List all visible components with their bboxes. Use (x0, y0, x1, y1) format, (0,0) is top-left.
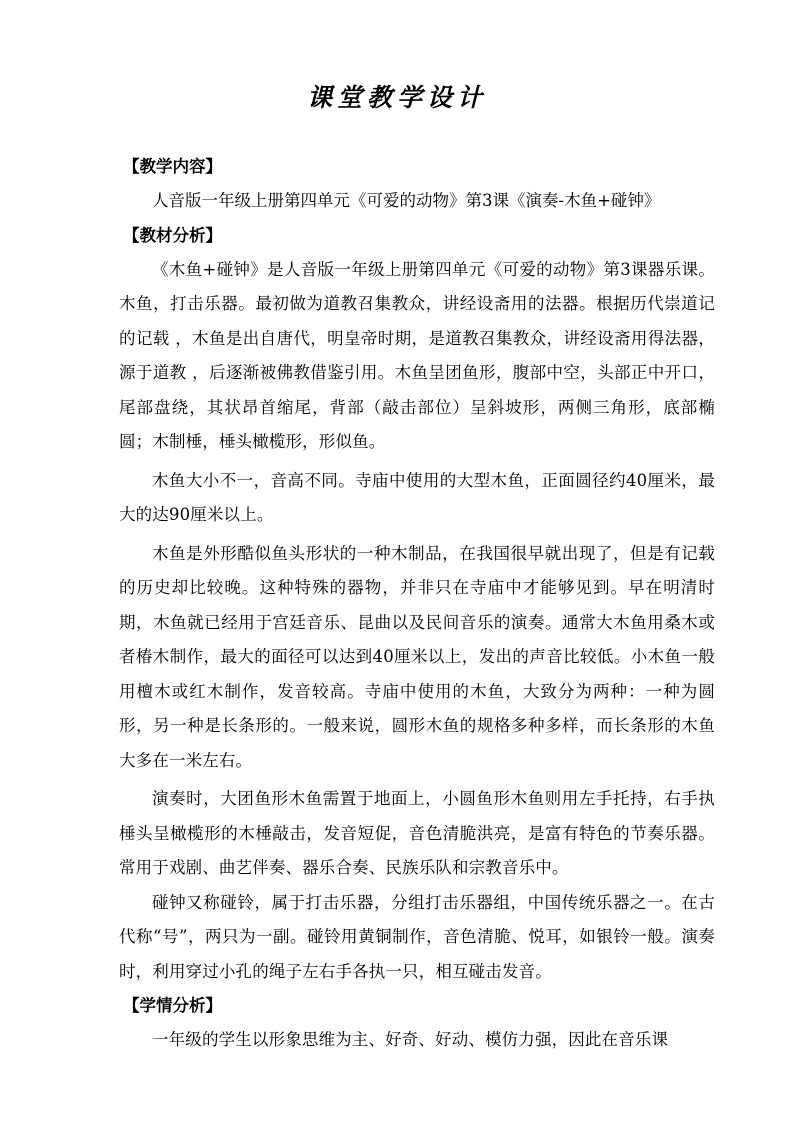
document-body (119, 150, 715, 1058)
section-heading-material-analysis: 【教材分析】 (123, 225, 222, 245)
section-heading-student-analysis: 【学情分析】 (123, 996, 222, 1015)
material-paragraph-3: 木鱼是外形酷似鱼头形状的一种木制品，在我国很早就出现了，但是有记载的历史却比较晚。这种特殊的器物，并非只在寺庙中才能够见到。早在明清时期，木鱼就已经用于宫廷音乐、昆曲以及民间音乐的演奏。通常大木鱼用桑木或者椿木制作，最大的面径可以达到40厘米以上，发出的声音比较低。小木鱼一般用檀木或红木制作，发音较高。寺庙中使用的木鱼，大致分为两种：一种为圆形，另一种是长条形的。一般来说，圆形木鱼的规格多种多样，而长条形的木鱼大多在一米左右。 (119, 543, 715, 770)
material-paragraph-4: 演奏时，大团鱼形木鱼需置于地面上，小圆鱼形木鱼则用左手托持，右手执棰头呈橄榄形的木棰敲击，发音短促，音色清脆洪亮，是富有特色的节奏乐器。常用于戏剧、曲艺伴奏、器乐合奏、民族乐队和宗教音乐中。 (119, 789, 715, 877)
section-heading-teaching-content: 【教学内容】 (123, 157, 222, 176)
material-paragraph-5: 碰钟又称碰铃，属于打击乐器，分组打击乐器组，中国传统乐器之一。在古代称“号”，两只为一副。碰铃用黄铜制作，音色清脆、悦耳，如银铃一般。演奏时，利用穿过小孔的绳子左右手各执一只，相互碰击发音。 (119, 892, 715, 981)
teaching-content-text: 人音版一年级上册第四单元《可爱的动物》第3课《演奏-木鱼+碰钟》 (152, 191, 661, 210)
material-paragraph-2: 木鱼大小不一，音高不同。寺庙中使用的大型木鱼，正面圆径约40厘米，最大的达90厘米以上。 (119, 470, 715, 524)
student-paragraph-1: 一年级的学生以形象思维为主、好奇、好动、模仿力强，因此在音乐课 (152, 1030, 669, 1049)
page-title: 课堂教学设计 (306, 83, 487, 112)
material-paragraph-1: 《木鱼+碰钟》是人音版一年级上册第四单元《可爱的动物》第3课器乐课。木鱼，打击乐器。最初做为道教召集教众，讲经设斋用的法器。根据历代崇道记的记载 ，木鱼是出自唐代，明皇帝时期，是道教召集教众，讲经设斋用得法器，源于道教 ，后逐渐被佛教借鉴引用。木鱼呈团鱼形，腹部中空，头部正中开口，尾部盘绕，其状昂首缩尾，背部（敲击部位）呈斜坡形，两侧三角形，底部椭圆；木制棰，棰头橄榄形，形似鱼。 (119, 259, 715, 451)
